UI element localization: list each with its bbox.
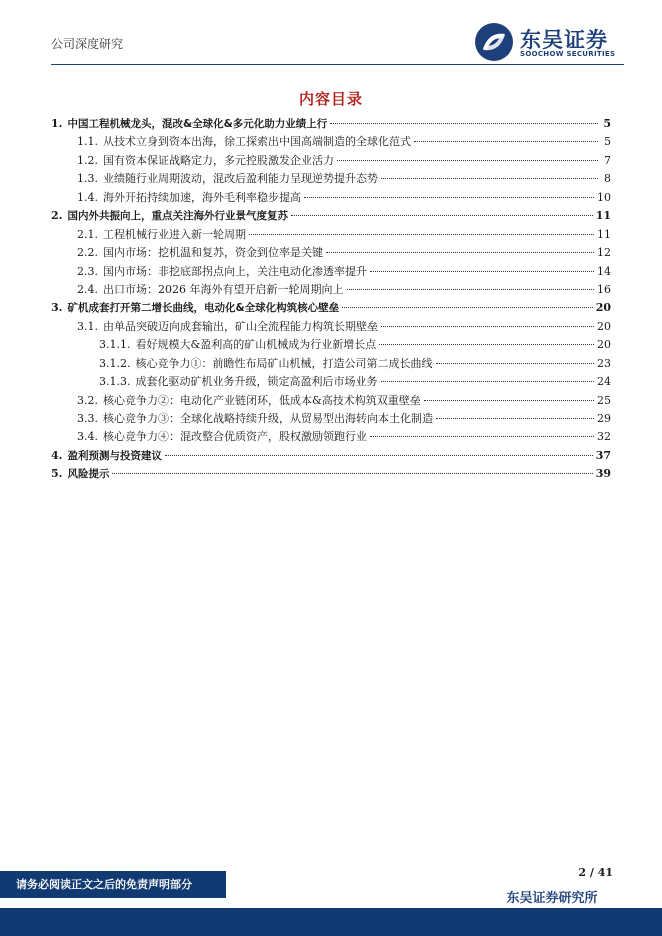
toc-entry-page[interactable]: 29: [597, 412, 611, 425]
toc-entry[interactable]: [51, 410, 611, 428]
toc-entry[interactable]: [51, 447, 611, 465]
toc-entry-label[interactable]: 核心竞争力④：混改整合优质资产，股权激励领跑行业: [103, 430, 367, 444]
toc-entry-label[interactable]: 业绩随行业周期波动，混改后盈利能力呈现逆势提升态势: [103, 172, 378, 186]
header-report-type: 公司深度研究: [51, 37, 124, 51]
toc-entry[interactable]: [51, 465, 611, 483]
toc-entry-number: 3.4.: [77, 430, 98, 444]
toc-entry-number: 2.3.: [77, 264, 98, 278]
toc-entry-label[interactable]: 中国工程机械龙头，混改&全球化&多元化助力业绩上行: [67, 118, 328, 130]
toc-dot-leader: [165, 455, 593, 456]
toc-entry-page[interactable]: 11: [595, 209, 611, 223]
toc-entry-label[interactable]: 国有资本保证战略定力，多元控股激发企业活力: [103, 153, 334, 167]
toc-entry-number: 1.1.: [77, 135, 98, 149]
toc-entry[interactable]: [51, 318, 611, 336]
toc-entry-label[interactable]: 风险提示: [67, 468, 110, 481]
toc-dot-leader: [381, 178, 598, 179]
toc-entry-number: 2.1.: [77, 227, 98, 241]
toc-dot-leader: [381, 326, 594, 327]
toc-entry-label[interactable]: 看好规模大&盈利高的矿山机械成为行业新增长点: [135, 338, 377, 352]
toc-entry-number: 3.: [51, 301, 63, 315]
toc-entry-page[interactable]: 16: [597, 282, 611, 296]
toc-entry-label[interactable]: 由单品突破迈向成套输出，矿山全流程能力构筑长期壁垒: [103, 319, 378, 333]
toc-entry[interactable]: [51, 152, 611, 170]
toc-entry[interactable]: [51, 299, 611, 317]
toc-entry-label[interactable]: 成套化驱动矿机业务升级，锁定高盈利后市场业务: [135, 375, 378, 389]
toc-entry-number: 2.: [51, 209, 63, 223]
toc-entry[interactable]: [51, 133, 611, 151]
toc-entry[interactable]: [51, 170, 611, 188]
toc-entry[interactable]: [51, 263, 611, 281]
toc-entry-label[interactable]: 国内市场：非挖底部拐点向上，关注电动化渗透率提升: [103, 264, 367, 278]
toc-entry[interactable]: [51, 207, 611, 225]
brand-name-cn: 东吴证券: [520, 28, 608, 52]
toc-entry-number: 3.1.1.: [99, 338, 131, 352]
header-divider: [51, 64, 624, 65]
toc-dot-leader: [414, 141, 598, 142]
toc-entry-number: 3.1.2.: [99, 356, 131, 370]
toc-entry-page[interactable]: 20: [595, 301, 611, 315]
brand-logo: [474, 22, 624, 62]
toc-dot-leader: [249, 234, 594, 235]
toc-entry-label[interactable]: 盈利预测与投资建议: [67, 449, 162, 462]
toc-entry[interactable]: [51, 281, 611, 299]
toc-entry-page[interactable]: 20: [597, 338, 611, 352]
toc-entry-label[interactable]: 从技术立身到资本出海，徐工探索出中国高端制造的全球化范式: [103, 135, 411, 149]
toc-entry[interactable]: [51, 373, 611, 391]
toc-entry-label[interactable]: 国内市场：挖机温和复苏，资金到位率是关键: [103, 246, 323, 260]
toc-entry-label[interactable]: 核心竞争力①：前瞻性布局矿山机械，打造公司第二成长曲线: [135, 356, 433, 370]
toc-dot-leader: [326, 252, 594, 253]
toc-entry[interactable]: [51, 392, 611, 410]
disclaimer-link[interactable]: 请务必阅读正文之后的免责声明部分: [0, 871, 226, 898]
toc-entry[interactable]: [51, 428, 611, 446]
toc-entry-number: 1.3.: [77, 172, 98, 186]
toc-entry-page[interactable]: 5: [604, 135, 611, 149]
toc-entry-page[interactable]: 14: [597, 264, 611, 278]
footer-bar: [0, 908, 662, 936]
brand-name-en: SOOCHOW SECURITIES: [520, 50, 616, 58]
toc-dot-leader: [436, 418, 594, 419]
toc-entry-page[interactable]: 10: [597, 190, 611, 204]
toc-dot-leader: [330, 123, 598, 124]
toc-dot-leader: [370, 436, 594, 437]
toc-entry-number: 5.: [51, 467, 63, 481]
toc-dot-leader: [347, 289, 595, 290]
toc-entry[interactable]: [51, 226, 611, 244]
toc-entry-number: 4.: [51, 448, 63, 462]
toc-entry-number: 1.: [51, 117, 63, 130]
toc-dot-leader: [304, 197, 594, 198]
toc-entry-label[interactable]: 出口市场：2026 年海外有望开启新一轮周期向上: [103, 282, 344, 296]
toc-entry-label[interactable]: 核心竞争力②：电动化产业链闭环，低成本&高技术构筑双重壁垒: [103, 393, 421, 407]
toc-entry-number: 1.2.: [77, 153, 98, 167]
toc-entry-page[interactable]: 37: [595, 448, 611, 462]
toc-entry-page[interactable]: 12: [597, 246, 611, 260]
toc-dot-leader: [381, 381, 595, 382]
toc-entry[interactable]: [51, 115, 611, 133]
toc-entry-number: 3.1.3.: [99, 375, 131, 389]
toc-entry-number: 3.2.: [77, 393, 98, 407]
toc-entry-page[interactable]: 23: [597, 356, 611, 370]
toc-entry-label[interactable]: 核心竞争力③：全球化战略持续升级，从贸易型出海转向本土化制造: [103, 412, 433, 425]
toc-entry-number: 2.2.: [77, 246, 98, 260]
toc-entry-page[interactable]: 5: [603, 117, 611, 130]
toc-dot-leader: [342, 307, 593, 308]
toc-entry-page[interactable]: 39: [595, 467, 611, 481]
toc-entry-page[interactable]: 20: [597, 319, 611, 333]
toc-entry-page[interactable]: 24: [597, 375, 611, 389]
toc-entry-page[interactable]: 7: [604, 153, 611, 167]
toc-entry[interactable]: [51, 244, 611, 262]
toc-entry-number: 3.1.: [77, 319, 98, 333]
toc-entry-label[interactable]: 工程机械行业进入新一轮周期: [103, 227, 246, 241]
table-of-contents: [51, 115, 611, 484]
toc-entry[interactable]: [51, 355, 611, 373]
toc-dot-leader: [291, 215, 593, 216]
page-indicator: 2 / 41: [578, 866, 613, 879]
toc-entry-label[interactable]: 国内外共振向上，重点关注海外行业景气度复苏: [67, 210, 288, 223]
toc-entry-page[interactable]: 25: [597, 393, 611, 407]
toc-dot-leader: [337, 160, 598, 161]
brand-logo-icon: [474, 22, 514, 62]
toc-entry[interactable]: [51, 336, 611, 354]
toc-entry[interactable]: [51, 189, 611, 207]
toc-entry-page[interactable]: 8: [604, 172, 611, 186]
toc-dot-leader: [112, 473, 592, 474]
toc-entry-number: 2.4.: [77, 282, 98, 296]
toc-entry-number: 1.4.: [77, 190, 98, 204]
toc-dot-leader: [370, 271, 594, 272]
toc-dot-leader: [424, 400, 594, 401]
toc-entry-page[interactable]: 11: [597, 227, 611, 241]
footer-org-name: 东吴证券研究所: [506, 891, 598, 906]
toc-entry-number: 3.3.: [77, 412, 98, 425]
toc-dot-leader: [379, 344, 594, 345]
toc-entry-label[interactable]: 海外开拓持续加速，海外毛利率稳步提高: [103, 190, 301, 204]
toc-dot-leader: [436, 363, 595, 364]
toc-entry-label[interactable]: 矿机成套打开第二增长曲线，电动化&全球化构筑核心壁垒: [67, 302, 340, 315]
toc-title: 内容目录: [298, 90, 363, 108]
toc-entry-page[interactable]: 32: [597, 430, 611, 444]
